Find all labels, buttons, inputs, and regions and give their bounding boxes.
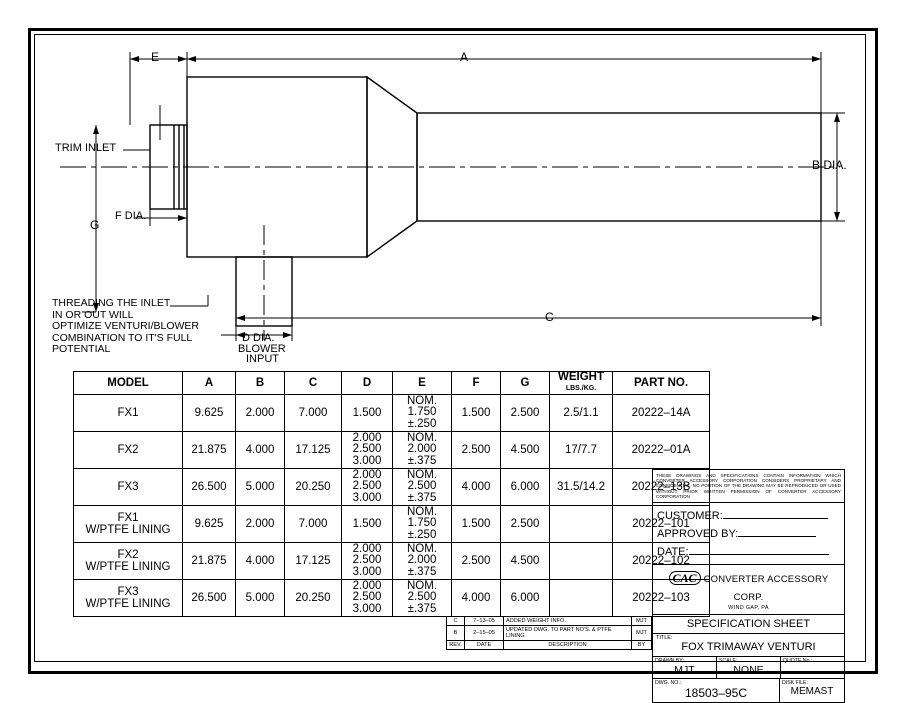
table-row [74,469,710,506]
title-value: FOX TRIMAWAY VENTURI [681,641,816,654]
drawn-scale-quote-row [653,657,844,679]
cell-weight: 31.5/14.2 [550,469,613,506]
cell-model-text: FX2 [117,549,139,561]
cell-c: 7.000 [285,506,342,543]
col-header-f: F [452,372,501,395]
cell-part-no: 20222–101 [613,506,710,543]
threading-note-line-3: OPTIMIZE VENTURI/BLOWER [52,320,200,332]
dwg-no-cell [653,679,780,702]
approved-by-label: APPROVED BY: [657,528,739,541]
cell-model-sub: W/PTFE LINING [85,561,171,573]
cell-e-l1: NOM. [406,505,438,518]
cell-d-l3: 3.000 [352,565,382,578]
cell-d-l2: 2.500 [352,443,382,456]
cell-d-l3: 3.000 [352,454,382,467]
col-header-c: C [285,372,342,395]
col-header-model: MODEL [74,372,183,395]
quote-label: QUOTE No.: [783,658,813,665]
cell-model [74,506,183,543]
cell-part-no: 20222–01A [613,432,710,469]
cell-d-l1: 2.000 [352,431,382,444]
threading-note-line-2: IN OR OUT WILL [52,308,134,321]
threading-note-line-5: POTENTIAL [52,343,111,355]
cell-part-no: 20222–103 [613,580,710,617]
cell-weight [550,543,613,580]
cell-e-l2: 2.000 [407,554,437,567]
disk-file-cell [780,679,844,702]
rev-header-by: BY [632,641,652,650]
table-row [74,506,710,543]
cell-f: 2.500 [452,432,501,469]
approved-by-row [657,524,840,542]
cell-b: 2.000 [236,395,285,432]
weight-units-text: LBS./KG. [565,385,597,392]
cell-b: 4.000 [236,432,285,469]
blower-input-label-1: BLOWER [238,343,286,355]
cell-a: 9.625 [183,395,236,432]
drawn-by-cell [653,657,717,678]
cell-model [74,395,183,432]
blower-input-label-2: INPUT [246,353,279,365]
cell-d [342,469,393,506]
cell-e-l2: 1.750 [407,517,437,530]
cell-e [393,580,452,617]
cell-weight: 2.5/1.1 [550,395,613,432]
dim-label-b: B DIA. [812,158,847,172]
title-block [652,469,845,703]
cell-d: 1.500 [342,395,393,432]
cell-model-sub: W/PTFE LINING [85,524,171,536]
quote-value [781,664,844,666]
cell-b: 5.000 [236,469,285,506]
cell-d-l1: 2.000 [352,468,382,481]
cell-e-l1: NOM. [406,579,438,592]
cell-d: 1.500 [342,506,393,543]
rev-description: UPDATED DWG. TO PART NO'S. & PTFE LINING [504,626,632,641]
specification-table [73,371,710,617]
cell-model-text: FX1 [117,407,139,419]
cac-logo-icon: CAC [669,571,701,585]
dim-label-g: G [90,218,100,232]
cell-g: 6.000 [501,469,550,506]
cell-c: 7.000 [285,395,342,432]
customer-info-block [653,503,844,565]
cell-part-no: 20222–14A [613,395,710,432]
col-header-part-no: PART NO. [613,372,710,395]
cell-b: 5.000 [236,580,285,617]
cell-weight: 17/7.7 [550,432,613,469]
col-header-b: B [236,372,285,395]
cell-model [74,580,183,617]
rev-date: 7–13–05 [465,617,504,626]
disk-file-label: DISK FILE: [782,680,808,687]
customer-value-field[interactable] [723,506,828,519]
scale-label: SCALE: [719,658,738,665]
company-block [653,565,844,615]
cell-e-l3: ±.250 [407,528,437,541]
date-label: DATE: [657,546,689,559]
cell-b: 2.000 [236,506,285,543]
dim-label-f: F DIA. [115,210,147,222]
cell-e-l3: ±.375 [407,454,437,467]
dwg-disk-row [653,679,844,702]
cell-g: 4.500 [501,543,550,580]
rev-letter: C [447,617,465,626]
cell-g: 2.500 [501,395,550,432]
rev-header-description: DESCRIPTION [504,641,632,650]
cell-e [393,543,452,580]
cell-d-l3: 3.000 [352,602,382,615]
weight-header-text: WEIGHT [558,371,604,383]
cell-e-l1: NOM. [406,394,438,407]
revision-row [447,617,652,626]
title-label: TITLE: [656,635,673,642]
dwg-no-value: 18503–95C [684,686,748,701]
rev-description: ADDED WEIGHT INFO. [504,617,632,626]
cell-e-l1: NOM. [406,542,438,555]
cell-d-l3: 3.000 [352,491,382,504]
drawn-by-value: MJT [674,664,695,677]
dim-label-d: D DIA. [242,332,275,344]
rev-letter: B [447,626,465,641]
cell-b: 4.000 [236,543,285,580]
revision-header-row [447,641,652,650]
cell-weight [550,506,613,543]
rev-header-date: DATE [465,641,504,650]
cell-c: 20.250 [285,469,342,506]
dim-label-a: A [460,50,469,64]
cell-e-l3: ±.375 [407,491,437,504]
cell-f: 2.500 [452,543,501,580]
revision-table [446,616,652,650]
cell-e-l3: ±.375 [407,565,437,578]
cell-e-l3: ±.250 [407,417,437,430]
cell-part-no: 20222–13B [613,469,710,506]
cell-e-l3: ±.375 [407,602,437,615]
company-location: WIND GAP, PA [728,605,769,612]
rev-date: 2–15–05 [465,626,504,641]
quote-cell [781,657,844,678]
title-field [653,634,844,657]
cell-d [342,580,393,617]
dwg-no-label: DWG. NO.: [655,680,682,687]
cell-model [74,543,183,580]
table-header-row [74,372,710,395]
col-header-a: A [183,372,236,395]
cell-a: 9.625 [183,506,236,543]
approved-by-value-field[interactable] [738,524,816,537]
cell-model [74,469,183,506]
col-header-e: E [393,372,452,395]
cell-g: 6.000 [501,580,550,617]
cell-model-text: FX3 [117,586,139,598]
cell-a: 26.500 [183,580,236,617]
cell-model-text: FX2 [117,444,139,456]
trim-inlet-label: TRIM INLET [55,142,117,154]
spec-sheet-heading: SPECIFICATION SHEET [653,615,844,634]
cell-f: 4.000 [452,580,501,617]
cell-d [342,543,393,580]
customer-row [657,506,840,524]
cell-e [393,469,452,506]
cell-e-l2: 2.500 [407,591,437,604]
cell-weight [550,580,613,617]
threading-note-line-1: THREADING THE INLET [52,297,171,309]
cell-f: 1.500 [452,395,501,432]
date-row [657,542,840,560]
threading-note [52,298,199,356]
cell-e [393,432,452,469]
date-value-field[interactable] [689,542,829,555]
technical-drawing [40,40,860,365]
cell-d-l2: 2.500 [352,591,382,604]
dim-label-e: E [151,50,160,64]
cell-e [393,395,452,432]
cell-c: 17.125 [285,543,342,580]
cell-d-l2: 2.500 [352,554,382,567]
rev-by: MJT [632,626,652,641]
cell-e-l1: NOM. [406,468,438,481]
cell-f: 4.000 [452,469,501,506]
table-row [74,543,710,580]
company-name: CONVERTER ACCESSORY CORP. [703,574,829,604]
cell-e-l2: 1.750 [407,406,437,419]
dim-label-c: C [545,310,554,324]
customer-label: CUSTOMER: [657,510,723,523]
cell-a: 21.875 [183,432,236,469]
cell-a: 26.500 [183,469,236,506]
cell-e-l1: NOM. [406,431,438,444]
threading-note-line-4: COMBINATION TO IT'S FULL [52,331,193,344]
cell-d [342,432,393,469]
col-header-weight [550,372,613,395]
cell-c: 17.125 [285,432,342,469]
cell-d-l2: 2.500 [352,480,382,493]
table-row [74,580,710,617]
cell-model-text: FX1 [117,512,139,524]
rev-by: MJT [632,617,652,626]
revision-row [447,626,652,641]
cell-part-no: 20222–102 [613,543,710,580]
cell-model-text: FX3 [117,481,139,493]
cell-e-l2: 2.000 [407,443,437,456]
col-header-g: G [501,372,550,395]
drawn-by-label: DRAWN BY: [655,658,684,665]
scale-value: NONE [733,664,764,677]
cell-model [74,432,183,469]
cell-g: 2.500 [501,506,550,543]
cell-model-sub: W/PTFE LINING [85,598,171,610]
cell-g: 4.500 [501,432,550,469]
cell-a: 21.875 [183,543,236,580]
cell-e-l2: 2.500 [407,480,437,493]
disk-file-value: MEMAST [790,686,834,698]
table-row [74,432,710,469]
table-row [74,395,710,432]
rev-header-rev: REV. [447,641,465,650]
cell-d-l1: 2.000 [352,579,382,592]
cell-c: 20.250 [285,580,342,617]
col-header-d: D [342,372,393,395]
cell-d-l1: 2.000 [352,542,382,555]
cell-f: 1.500 [452,506,501,543]
scale-cell [717,657,781,678]
legal-notice: THESE DRAWINGS AND SPECIFICATIONS CONTAIN INFORMATION WHICH CONVERTER ACCESSORY CORPORATION CONSIDERS PROPRIETARY AND CONFIDENTIAL. NO PORTION OF THE DRAWING MAY BE REPRODUCED OR USED WITHOUT PRIOR WRITTEN PERMISSION OF CONVERTER ACCESSORY CORPORATION [653,470,844,503]
cell-e [393,506,452,543]
